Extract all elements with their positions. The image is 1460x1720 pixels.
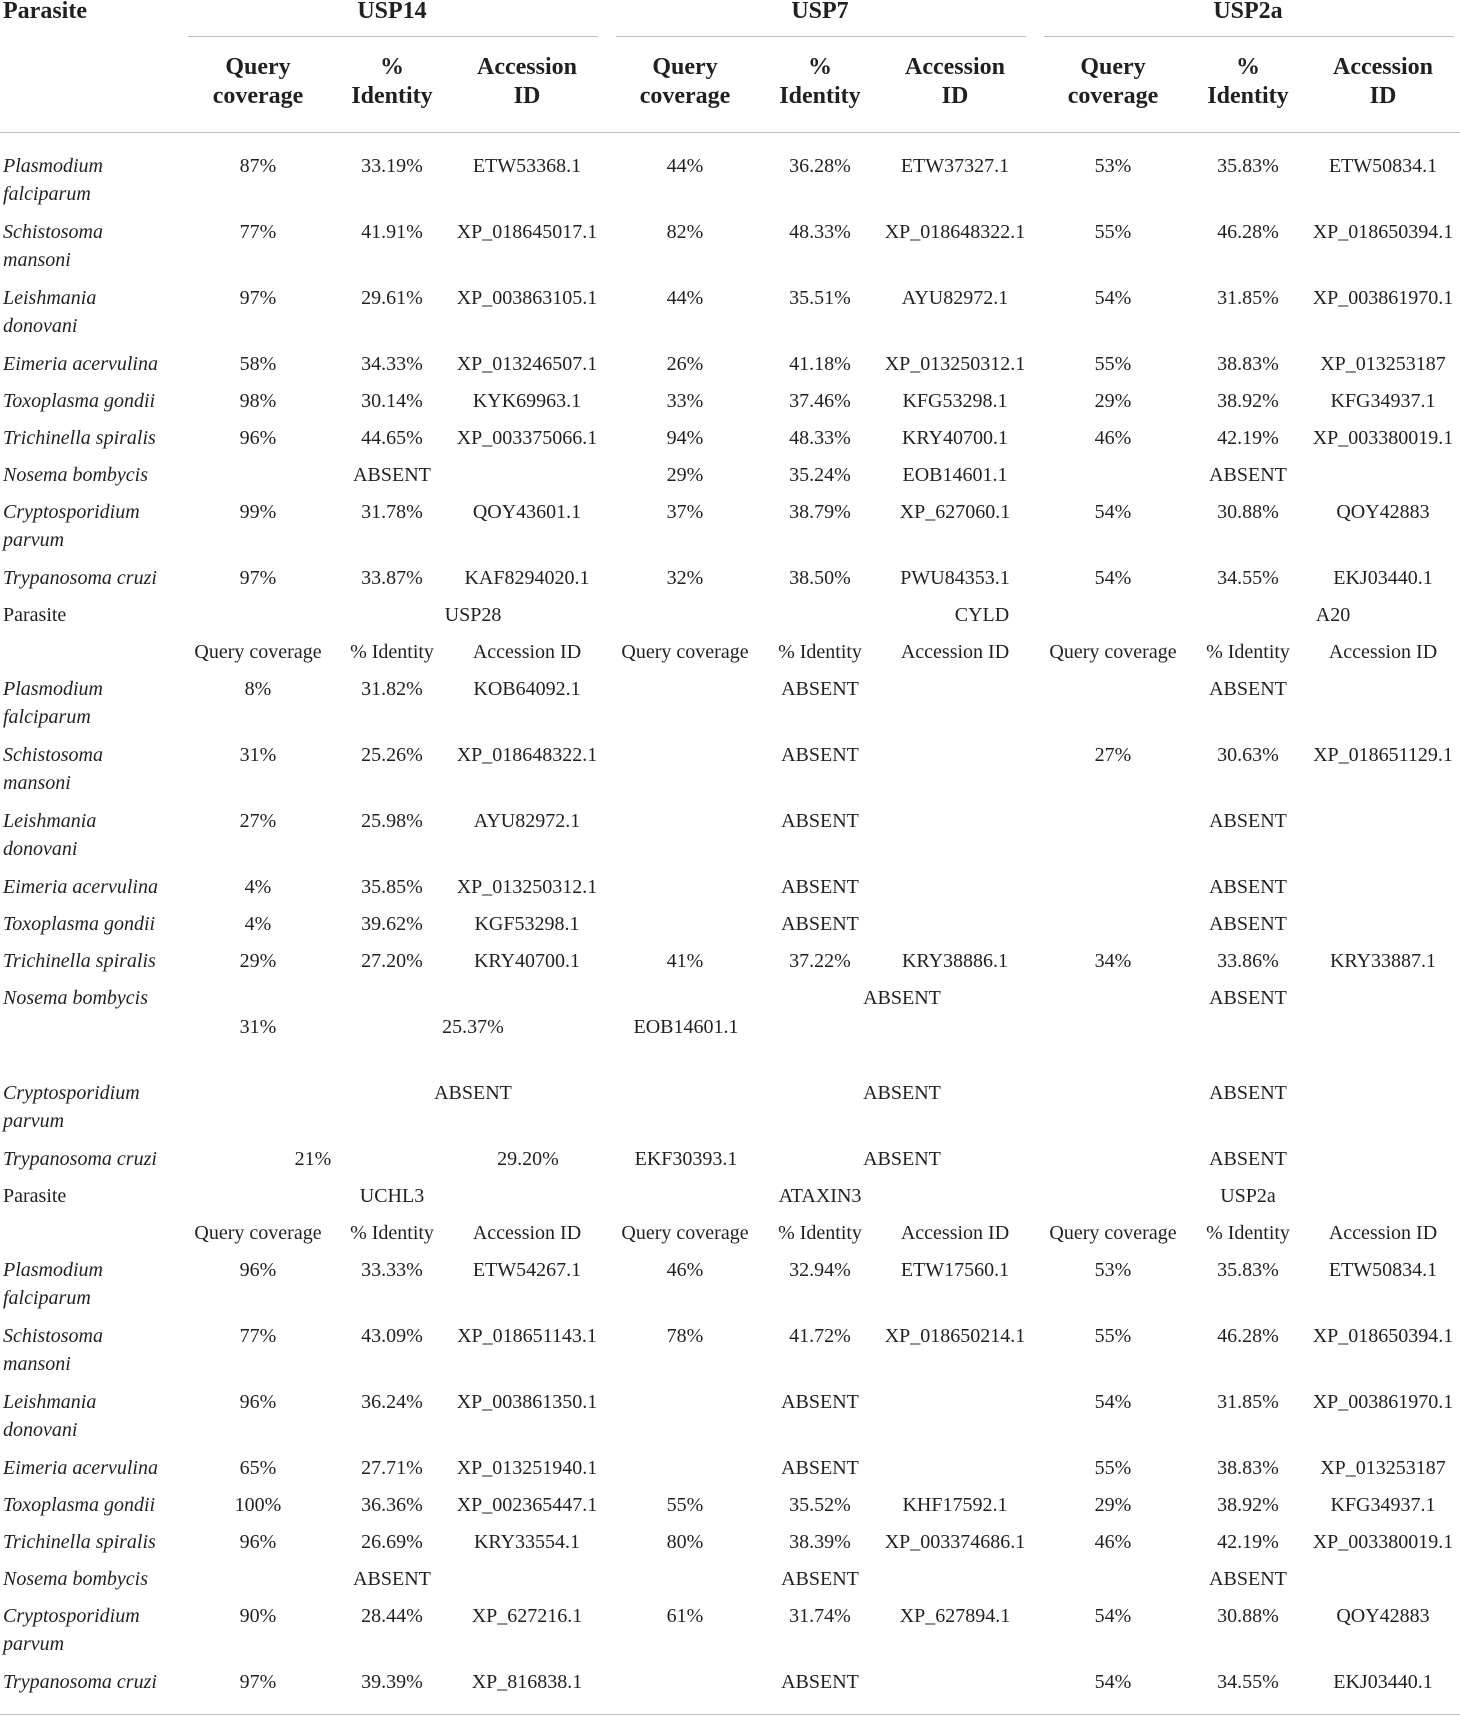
section3-row-cell: KHF17592.1 [902, 1494, 1008, 1516]
section3-column-header: Query coverage [621, 1222, 749, 1244]
section1-row-cell: 29% [666, 464, 704, 486]
section1-row-cell: 35.83% [1217, 155, 1279, 177]
section1-row-cell: 29.61% [361, 287, 423, 309]
section2-row-cell: 39.62% [361, 913, 423, 935]
section1-row-cell: 41.91% [361, 221, 423, 243]
section3-column-header: % Identity [778, 1222, 862, 1244]
section2-row-cell: 37.22% [789, 950, 851, 972]
section3-row-parasite-name: Plasmodium [3, 1259, 103, 1281]
section2-row-cell: ABSENT [781, 678, 859, 700]
section2-row-cell: ABSENT [863, 1082, 941, 1104]
section1-row-cell: XP_003380019.1 [1312, 427, 1454, 449]
section3-row-cell: 32.94% [789, 1259, 851, 1281]
section3-row-cell: ETW50834.1 [1328, 1259, 1438, 1281]
section3-row-parasite-name: mansoni [3, 1353, 71, 1375]
section2-row-parasite-name: Schistosoma [3, 744, 103, 766]
section1-row-parasite-name: Leishmania [3, 287, 97, 309]
section1-column-header: % [1236, 54, 1260, 80]
section1-row-cell: 31.85% [1217, 287, 1279, 309]
section2-row-cell: ABSENT [434, 1082, 512, 1104]
section1-column-header: Query [225, 54, 291, 80]
section2-row-cell: 29% [239, 950, 277, 972]
section1-row-cell: 30.14% [361, 390, 423, 412]
section3-row-cell: 35.52% [789, 1494, 851, 1516]
section2-group-header: CYLD [954, 604, 1010, 626]
section3-group-header: ATAXIN3 [778, 1185, 862, 1207]
section1-row-cell: 87% [239, 155, 277, 177]
section3-row-cell: XP_013251940.1 [456, 1457, 598, 1479]
section2-row-cell: 8% [244, 678, 272, 700]
section3-row-cell: 78% [666, 1325, 704, 1347]
section3-row-cell: 97% [239, 1671, 277, 1693]
section1-row-cell: 53% [1094, 155, 1132, 177]
section1-row-cell: KYK69963.1 [472, 390, 582, 412]
section3-row-cell: 31.74% [789, 1605, 851, 1627]
section1-row-cell: EOB14601.1 [902, 464, 1008, 486]
section3-row-cell: XP_018650394.1 [1312, 1325, 1454, 1347]
section2-row-cell: 31% [239, 744, 277, 766]
section1-column-header: coverage [212, 83, 304, 109]
section2-column-header: Accession ID [1328, 641, 1438, 663]
section1-row-cell: 42.19% [1217, 427, 1279, 449]
section2-column-header: % Identity [778, 641, 862, 663]
section2-row-cell: 21% [294, 1148, 332, 1170]
section3-column-header: % Identity [1206, 1222, 1290, 1244]
section3-row-cell: 31.85% [1217, 1391, 1279, 1413]
section1-column-header: coverage [639, 83, 731, 109]
section1-row-cell: QOY42883 [1336, 501, 1430, 523]
section3-row-cell: ETW54267.1 [472, 1259, 582, 1281]
section1-header-rule [0, 132, 1460, 133]
section2-row-cell: ABSENT [1209, 1082, 1287, 1104]
section1-row-cell: 37.46% [789, 390, 851, 412]
section1-row-cell: 33.87% [361, 567, 423, 589]
section1-row-cell: KRY40700.1 [901, 427, 1009, 449]
section2-row-cell: KOB64092.1 [473, 678, 581, 700]
section2-row-cell: 4% [244, 913, 272, 935]
section2-row-parasite-name: Trypanosoma cruzi [3, 1148, 157, 1170]
section1-column-header: Accession [905, 54, 1005, 80]
section3-row-cell: 29% [1094, 1494, 1132, 1516]
section3-row-parasite-name: Schistosoma [3, 1325, 103, 1347]
section1-row-cell: 38.79% [789, 501, 851, 523]
section3-row-parasite-name: Leishmania [3, 1391, 97, 1413]
section1-group-rule [1044, 36, 1454, 37]
section3-row-cell: XP_816838.1 [471, 1671, 583, 1693]
section1-column-header: Query [1080, 54, 1146, 80]
section3-row-cell: 55% [1094, 1457, 1132, 1479]
section2-row-cell: ABSENT [781, 744, 859, 766]
section3-row-cell: 38.92% [1217, 1494, 1279, 1516]
section2-row-cell: 33.86% [1217, 950, 1279, 972]
section1-column-header: Identity [1207, 83, 1289, 109]
section3-row-cell: 65% [239, 1457, 277, 1479]
section3-row-cell: XP_003374686.1 [884, 1531, 1026, 1553]
section3-row-cell: 35.83% [1217, 1259, 1279, 1281]
section3-row-cell: 28.44% [361, 1605, 423, 1627]
section2-row-cell: AYU82972.1 [473, 810, 581, 832]
section1-row-cell: KFG53298.1 [902, 390, 1008, 412]
section1-group-rule [616, 36, 1026, 37]
section2-column-header: Query coverage [194, 641, 322, 663]
section1-row-cell: ETW53368.1 [472, 155, 582, 177]
section1-row-cell: 44.65% [361, 427, 423, 449]
section2-row-cell: KRY33887.1 [1329, 950, 1437, 972]
section1-row-parasite-name: Trichinella spiralis [3, 427, 156, 449]
section1-row-cell: XP_018645017.1 [456, 221, 598, 243]
section1-row-cell: ETW50834.1 [1328, 155, 1438, 177]
section1-column-header: Query [652, 54, 718, 80]
section1-row-parasite-name: Eimeria acervulina [3, 353, 158, 375]
section2-column-header: Accession ID [472, 641, 582, 663]
section2-row-cell: 27% [1094, 744, 1132, 766]
section1-row-cell: 34.55% [1217, 567, 1279, 589]
section2-row-parasite-name: parvum [3, 1110, 65, 1132]
section2-column-header: % Identity [350, 641, 434, 663]
section3-row-cell: 34.55% [1217, 1671, 1279, 1693]
section3-row-cell: XP_627894.1 [899, 1605, 1011, 1627]
section2-row-parasite-name: donovani [3, 838, 78, 860]
section1-row-cell: PWU84353.1 [900, 567, 1010, 589]
section2-row-cell: 25.98% [361, 810, 423, 832]
table-bottom-rule [0, 1714, 1460, 1715]
section1-row-cell: 29% [1094, 390, 1132, 412]
section1-row-cell: 36.28% [789, 155, 851, 177]
section1-row-parasite-name: Cryptosporidium [3, 501, 140, 523]
section1-row-cell: 38.50% [789, 567, 851, 589]
section3-row-cell: 41.72% [789, 1325, 851, 1347]
section2-row-parasite-name: Plasmodium [3, 678, 103, 700]
section3-row-cell: ABSENT [781, 1671, 859, 1693]
section3-column-header: Accession ID [1328, 1222, 1438, 1244]
section1-row-cell: XP_003863105.1 [456, 287, 598, 309]
section2-row-cell: KRY38886.1 [901, 950, 1009, 972]
section1-column-header: Identity [351, 83, 433, 109]
section2-parasite-header: Parasite [3, 604, 67, 626]
section2-column-header: % Identity [1206, 641, 1290, 663]
section2-row-parasite-name: Trichinella spiralis [3, 950, 156, 972]
section3-group-header: UCHL3 [359, 1185, 425, 1207]
section2-row-cell: ABSENT [1209, 913, 1287, 935]
section1-row-cell: XP_013246507.1 [456, 353, 598, 375]
section1-row-cell: QOY43601.1 [472, 501, 582, 523]
section1-row-cell: 37% [666, 501, 704, 523]
section1-row-cell: 46.28% [1217, 221, 1279, 243]
section1-row-cell: 46% [1094, 427, 1132, 449]
section2-row-cell: EKF30393.1 [634, 1148, 738, 1170]
section2-row-cell: XP_018651129.1 [1313, 744, 1453, 766]
section3-row-cell: ABSENT [781, 1568, 859, 1590]
section2-row-cell: XP_018648322.1 [456, 744, 598, 766]
section3-row-cell: XP_018651143.1 [457, 1325, 597, 1347]
section1-row-cell: XP_018650394.1 [1312, 221, 1454, 243]
section3-row-cell: 46% [666, 1259, 704, 1281]
section2-row-cell: 41% [666, 950, 704, 972]
section1-row-cell: 94% [666, 427, 704, 449]
section3-row-cell: 39.39% [361, 1671, 423, 1693]
section1-row-cell: 44% [666, 287, 704, 309]
section1-row-cell: 54% [1094, 501, 1132, 523]
section1-column-header: ID [513, 83, 541, 109]
section1-row-cell: 26% [666, 353, 704, 375]
section1-row-cell: 97% [239, 287, 277, 309]
section3-row-cell: 55% [666, 1494, 704, 1516]
section2-row-cell: ABSENT [1209, 678, 1287, 700]
section1-row-cell: XP_018648322.1 [884, 221, 1026, 243]
section1-row-cell: EKJ03440.1 [1333, 567, 1433, 589]
section3-row-cell: XP_003861970.1 [1312, 1391, 1454, 1413]
section2-row-parasite-name: falciparum [3, 706, 91, 728]
section2-row-parasite-name: Cryptosporidium [3, 1082, 140, 1104]
section3-row-cell: KRY33554.1 [473, 1531, 581, 1553]
section2-row-cell: 25.37% [442, 1016, 504, 1038]
section1-column-header: ID [1369, 83, 1397, 109]
section1-row-cell: 54% [1094, 567, 1132, 589]
section2-row-parasite-name: Eimeria acervulina [3, 876, 158, 898]
section2-row-cell: ABSENT [781, 810, 859, 832]
section3-row-cell: ABSENT [353, 1568, 431, 1590]
section3-row-cell: 100% [234, 1494, 282, 1516]
section3-row-cell: XP_002365447.1 [456, 1494, 598, 1516]
section2-row-cell: ABSENT [863, 987, 941, 1009]
section3-row-cell: XP_018650214.1 [884, 1325, 1026, 1347]
section3-row-cell: ABSENT [781, 1457, 859, 1479]
section2-row-cell: 27% [239, 810, 277, 832]
section2-row-cell: 35.85% [361, 876, 423, 898]
section1-row-cell: KFG34937.1 [1330, 390, 1436, 412]
section3-row-parasite-name: donovani [3, 1419, 78, 1441]
section2-row-cell: ABSENT [1209, 987, 1287, 1009]
section3-row-parasite-name: Nosema bombycis [3, 1568, 148, 1590]
section1-row-cell: 98% [239, 390, 277, 412]
section3-row-cell: 27.71% [361, 1457, 423, 1479]
section3-row-cell: 96% [239, 1531, 277, 1553]
section1-row-cell: 82% [666, 221, 704, 243]
section2-row-cell: XP_013250312.1 [456, 876, 598, 898]
section1-row-cell: 96% [239, 427, 277, 449]
section3-column-header: Accession ID [900, 1222, 1010, 1244]
section3-row-cell: 90% [239, 1605, 277, 1627]
section1-row-cell: XP_003375066.1 [456, 427, 598, 449]
section3-row-cell: XP_003380019.1 [1312, 1531, 1454, 1553]
section3-column-header: Query coverage [1049, 1222, 1177, 1244]
section3-row-cell: XP_627216.1 [471, 1605, 583, 1627]
section1-column-header: ID [941, 83, 969, 109]
section3-row-cell: 46% [1094, 1531, 1132, 1553]
section1-row-cell: 55% [1094, 221, 1132, 243]
section3-row-cell: QOY42883 [1336, 1605, 1430, 1627]
section1-column-header: Identity [779, 83, 861, 109]
section1-row-parasite-name: Schistosoma [3, 221, 103, 243]
section1-row-parasite-name: Toxoplasma gondii [3, 390, 156, 412]
section1-parasite-header: Parasite [3, 0, 87, 24]
section1-row-cell: KAF8294020.1 [464, 567, 590, 589]
section1-row-cell: 41.18% [789, 353, 851, 375]
section2-row-cell: ABSENT [781, 913, 859, 935]
section1-row-cell: 32% [666, 567, 704, 589]
section1-row-cell: 97% [239, 567, 277, 589]
section3-row-cell: 54% [1094, 1391, 1132, 1413]
section3-row-cell: 33.33% [361, 1259, 423, 1281]
section1-row-cell: 35.51% [789, 287, 851, 309]
section3-row-cell: 38.83% [1217, 1457, 1279, 1479]
section1-row-cell: 33% [666, 390, 704, 412]
section1-row-parasite-name: donovani [3, 315, 78, 337]
section2-row-cell: EOB14601.1 [633, 1016, 739, 1038]
section1-row-cell: 48.33% [789, 221, 851, 243]
section1-row-cell: 38.83% [1217, 353, 1279, 375]
section3-column-header: % Identity [350, 1222, 434, 1244]
section1-column-header: Accession [477, 54, 577, 80]
section1-row-parasite-name: Trypanosoma cruzi [3, 567, 157, 589]
section2-row-cell: KRY40700.1 [473, 950, 581, 972]
section1-row-cell: 38.92% [1217, 390, 1279, 412]
section2-row-cell: 29.20% [497, 1148, 559, 1170]
section2-row-parasite-name: Leishmania [3, 810, 97, 832]
section3-row-cell: 54% [1094, 1671, 1132, 1693]
section2-row-cell: KGF53298.1 [474, 913, 580, 935]
section1-row-parasite-name: falciparum [3, 183, 91, 205]
section3-row-parasite-name: Toxoplasma gondii [3, 1494, 156, 1516]
section3-row-cell: 36.24% [361, 1391, 423, 1413]
section2-row-cell: 31.82% [361, 678, 423, 700]
section1-row-cell: 48.33% [789, 427, 851, 449]
section1-row-cell: 31.78% [361, 501, 423, 523]
section1-column-header: Accession [1333, 54, 1433, 80]
section2-group-header: USP28 [444, 604, 502, 626]
section1-group-header: USP2a [1213, 0, 1283, 24]
section2-row-parasite-name: Toxoplasma gondii [3, 913, 156, 935]
section3-row-cell: 46.28% [1217, 1325, 1279, 1347]
section2-row-cell: ABSENT [1209, 1148, 1287, 1170]
section3-row-cell: 61% [666, 1605, 704, 1627]
section3-parasite-header: Parasite [3, 1185, 67, 1207]
section3-row-cell: 77% [239, 1325, 277, 1347]
section1-row-cell: 35.24% [789, 464, 851, 486]
section3-row-cell: 43.09% [361, 1325, 423, 1347]
section3-row-cell: 42.19% [1217, 1531, 1279, 1553]
section1-group-rule [188, 36, 598, 37]
section1-column-header: % [380, 54, 404, 80]
section3-row-cell: XP_003861350.1 [456, 1391, 598, 1413]
section3-row-cell: 53% [1094, 1259, 1132, 1281]
section3-row-cell: 30.88% [1217, 1605, 1279, 1627]
section1-column-header: coverage [1067, 83, 1159, 109]
section1-group-header: USP7 [791, 0, 849, 24]
section3-row-cell: 96% [239, 1259, 277, 1281]
section1-row-cell: 77% [239, 221, 277, 243]
section3-row-cell: 96% [239, 1391, 277, 1413]
section2-row-parasite-name: mansoni [3, 772, 71, 794]
section1-column-header: % [808, 54, 832, 80]
section2-row-cell: 30.63% [1217, 744, 1279, 766]
section3-row-cell: KFG34937.1 [1330, 1494, 1436, 1516]
section2-row-parasite-name: Nosema bombycis [3, 987, 148, 1009]
section3-row-cell: ABSENT [1209, 1568, 1287, 1590]
section3-column-header: Accession ID [472, 1222, 582, 1244]
section3-row-cell: 38.39% [789, 1531, 851, 1553]
section3-row-parasite-name: Eimeria acervulina [3, 1457, 158, 1479]
section1-row-cell: 33.19% [361, 155, 423, 177]
section2-row-cell: ABSENT [1209, 876, 1287, 898]
section3-column-header: Query coverage [194, 1222, 322, 1244]
section3-group-header: USP2a [1220, 1185, 1276, 1207]
section1-row-cell: XP_003861970.1 [1312, 287, 1454, 309]
section3-row-cell: 55% [1094, 1325, 1132, 1347]
section1-row-cell: XP_627060.1 [899, 501, 1011, 523]
section2-row-cell: ABSENT [1209, 810, 1287, 832]
section1-row-cell: AYU82972.1 [901, 287, 1009, 309]
section2-column-header: Query coverage [621, 641, 749, 663]
section2-row-cell: 4% [244, 876, 272, 898]
section3-row-cell: XP_013253187 [1320, 1457, 1446, 1479]
section2-row-cell: 31% [239, 1016, 277, 1038]
section3-row-cell: 36.36% [361, 1494, 423, 1516]
section1-row-cell: XP_013253187 [1320, 353, 1446, 375]
section2-row-cell: 25.26% [361, 744, 423, 766]
section1-row-cell: ABSENT [1209, 464, 1287, 486]
section1-row-cell: 99% [239, 501, 277, 523]
section1-row-cell: ETW37327.1 [900, 155, 1010, 177]
section3-row-parasite-name: Trichinella spiralis [3, 1531, 156, 1553]
section1-row-cell: 30.88% [1217, 501, 1279, 523]
section2-column-header: Accession ID [900, 641, 1010, 663]
section2-column-header: Query coverage [1049, 641, 1177, 663]
section1-row-cell: 54% [1094, 287, 1132, 309]
section1-row-cell: 44% [666, 155, 704, 177]
section3-row-cell: ABSENT [781, 1391, 859, 1413]
section1-row-cell: XP_013250312.1 [884, 353, 1026, 375]
section3-row-parasite-name: Cryptosporidium [3, 1605, 140, 1627]
section2-row-cell: ABSENT [863, 1148, 941, 1170]
section1-row-parasite-name: Plasmodium [3, 155, 103, 177]
section1-row-cell: 34.33% [361, 353, 423, 375]
section1-row-cell: 58% [239, 353, 277, 375]
section3-row-parasite-name: parvum [3, 1633, 65, 1655]
section3-row-cell: EKJ03440.1 [1333, 1671, 1433, 1693]
section1-row-parasite-name: mansoni [3, 249, 71, 271]
section2-row-cell: ABSENT [781, 876, 859, 898]
section1-group-header: USP14 [357, 0, 427, 24]
section2-row-cell: 27.20% [361, 950, 423, 972]
section1-row-parasite-name: Nosema bombycis [3, 464, 148, 486]
section3-row-cell: 80% [666, 1531, 704, 1553]
section3-row-cell: ETW17560.1 [900, 1259, 1010, 1281]
section3-row-cell: 54% [1094, 1605, 1132, 1627]
section3-row-parasite-name: Trypanosoma cruzi [3, 1671, 157, 1693]
section1-row-parasite-name: parvum [3, 529, 65, 551]
section2-group-header: A20 [1315, 604, 1351, 626]
section1-row-cell: ABSENT [353, 464, 431, 486]
section3-row-parasite-name: falciparum [3, 1287, 91, 1309]
section2-row-cell: 34% [1094, 950, 1132, 972]
section1-row-cell: 55% [1094, 353, 1132, 375]
section3-row-cell: 26.69% [361, 1531, 423, 1553]
